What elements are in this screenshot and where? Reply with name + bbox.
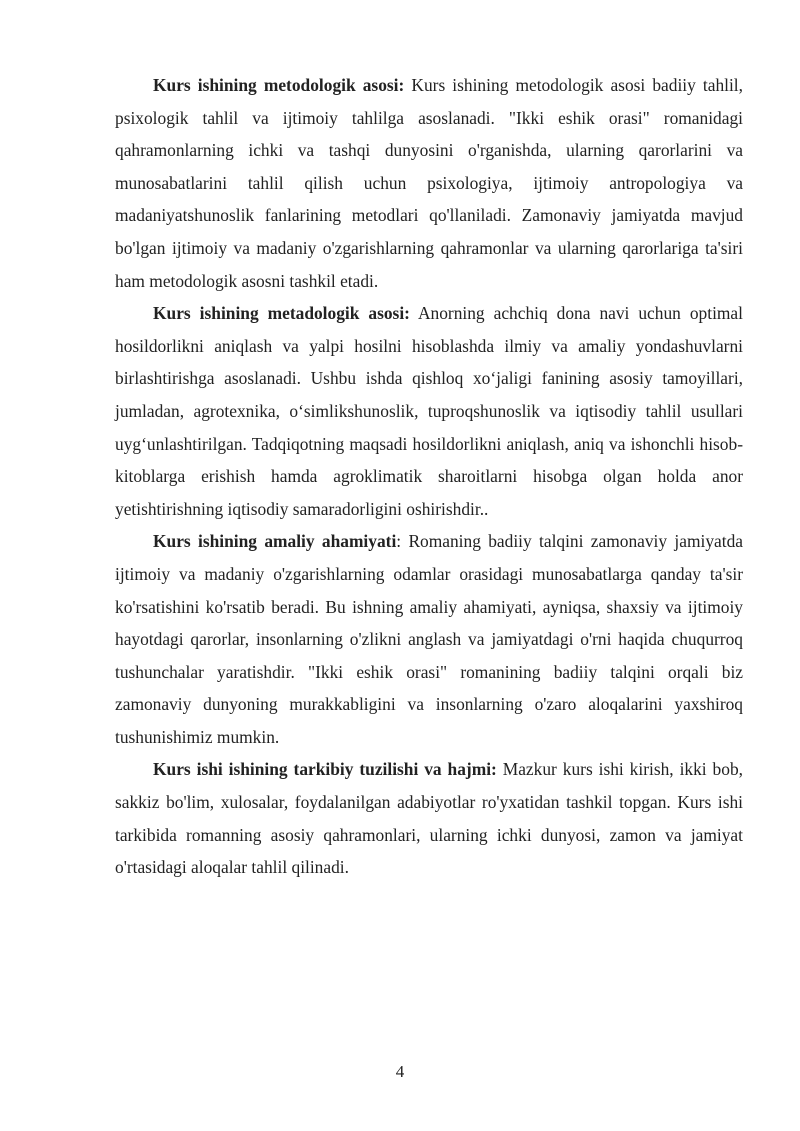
paragraph-practical-significance bbox=[115, 525, 743, 753]
paragraph-structure-and-volume bbox=[115, 753, 743, 883]
paragraph-text: : Romaning badiiy talqini zamonaviy jamiyatda ijtimoiy va madaniy o'zgarishlarning odamlar orasidagi munosabatlarga qanday ta'sir ko'rsatishini ko'rsatib beradi. Bu ishning amaliy ahamiyati, ayniqsa, shaxsiy va ijtimoiy hayotdagi qarorlar, insonlarning o'zlikni anglash va jamiyatdagi o'rni haqida chuqurroq tushunchalar yaratishdir. "Ikki eshik orasi" romanining badiiy talqini orqali biz zamonaviy dunyoning murakkabligini va insonlarning o'zaro aloqalarini yaxshiroq tushunishimiz mumkin. bbox=[115, 531, 743, 747]
page-number: 4 bbox=[395, 1062, 405, 1081]
paragraph-text: Mazkur kurs ishi kirish, ikki bob, sakkiz bo'lim, xulosalar, foydalanilgan adabiyotlar ro'yxatidan tashkil topgan. Kurs ishi tarkibida romanning asosiy qahramonlari, ularning ichki dunyosi, zamon va jamiyat o'rtasidagi aloqalar tahlil qilinadi. bbox=[115, 759, 743, 878]
paragraph-text: Anorning achchiq dona navi uchun optimal hosildorlikni aniqlash va yalpi hosilni hisoblashda ilmiy va amaliy yondashuvlarni birlashtirishga asoslanadi. Ushbu ishda qishloq xo‘jaligi fanining asosiy tamoyillari, jumladan, agrotexnika, o‘simlikshunoslik, tuproqshunoslik va iqtisodiy tahlil usullari uyg‘unlashtirilgan. Tadqiqotning maqsadi hosildorlikni aniqlash, aniq va ishonchli hisob-kitoblarga erishish hamda agroklimatik sharoitlarni hisobga olgan holda anor yetishtirishning iqtisodiy samaradorligini oshirishdir.. bbox=[115, 303, 743, 519]
paragraph-heading: Kurs ishining amaliy ahamiyati bbox=[153, 531, 397, 552]
paragraph-heading: Kurs ishining metodologik asosi: bbox=[153, 75, 405, 95]
paragraph-heading: Kurs ishining metadologik asosi: bbox=[153, 303, 410, 324]
body-text bbox=[115, 69, 743, 884]
paragraph-metadological-basis bbox=[115, 297, 743, 525]
paragraph-text: Kurs ishining metodologik asosi badiiy tahlil, psixologik tahlil va ijtimoiy tahlilga asoslanadi. "Ikki eshik orasi" romanidagi qahramonlarning ichki va tashqi dunyosini o'rganishda, ularning qarorlarini va munosabatlarini tahlil qilish uchun psixologiya, ijtimoiy antropologiya va madaniyatshunoslik fanlarining metodlari qo'llaniladi. Zamonaviy jamiyatda mavjud bo'lgan ijtimoiy va madaniy o'zgarishlarning qahramonlar va ularning qarorlariga ta'siri ham metodologik asosni tashkil etadi. bbox=[115, 75, 743, 291]
paragraph-heading: Kurs ishi ishining tarkibiy tuzilishi va hajmi: bbox=[153, 759, 497, 780]
paragraph-methodological-basis bbox=[115, 69, 743, 297]
